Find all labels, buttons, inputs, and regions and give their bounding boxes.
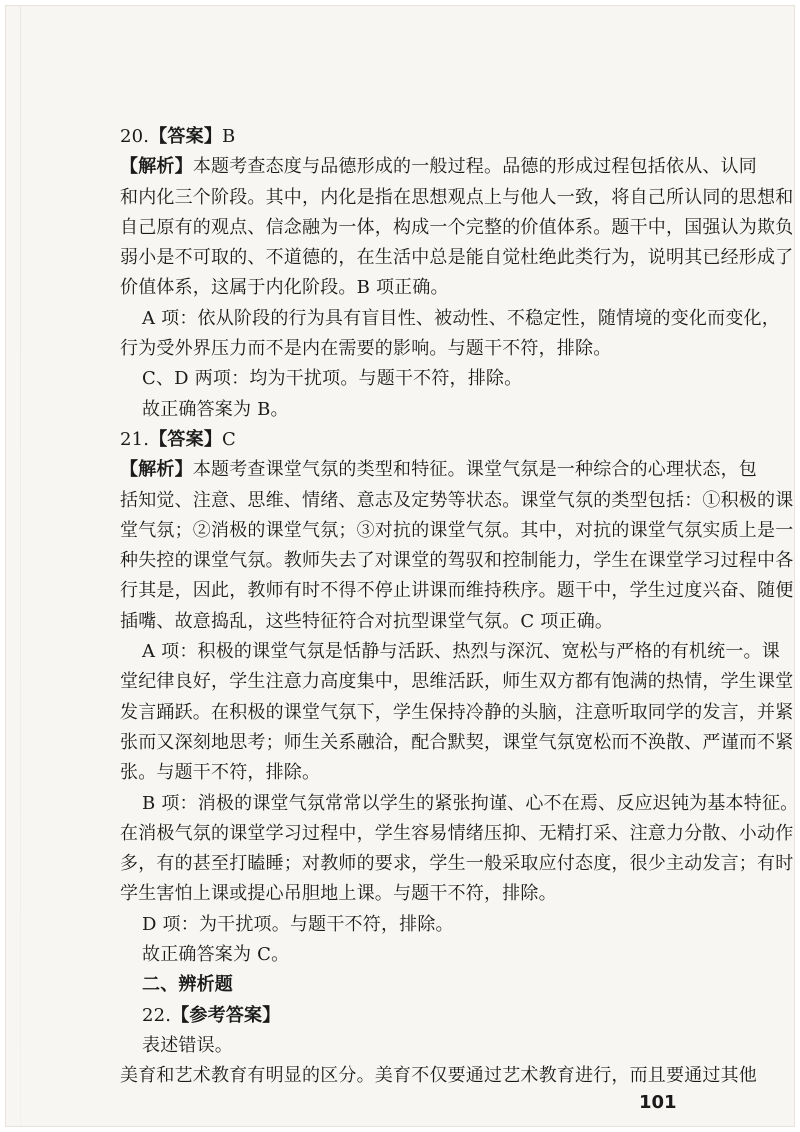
q20-analysis-label: 【解析】	[120, 156, 193, 178]
q21-analysis-line-2: 括知觉、注意、思维、情绪、意志及定势等状态。课堂气氛的类型包括：①积极的课	[120, 489, 794, 511]
q21-number: 21.	[120, 428, 150, 450]
q22-line-1: 表述错误。	[142, 1034, 233, 1056]
q21-option-b-line-1: B 项：消极的课堂气氛常常以学生的紧张拘谨、心不在焉、反应迟钝为基本特征。	[142, 792, 799, 814]
q22-number: 22.	[142, 1004, 172, 1026]
q21-answer-label: 【答案】	[149, 428, 223, 450]
q20-answer-line	[120, 122, 676, 152]
q21-option-b-line-4: 学生害怕上课或提心吊胆地上课。与题干不符，排除。	[120, 883, 557, 905]
q21-option-a-line-4: 张而又深刻地思考；师生关系融洽，配合默契，课堂气氛宽松而不涣散、严谨而不紧	[120, 731, 794, 753]
document-page	[6, 6, 799, 1126]
q20-analysis-line-1	[120, 152, 758, 182]
q20-conclusion: 故正确答案为 B。	[142, 398, 289, 420]
q20-analysis-line-2: 和内化三个阶段。其中，内化是指在思想观点上与他人一致，将自己所认同的思想和	[120, 186, 794, 208]
page-number: 101	[639, 1092, 677, 1113]
q20-answer-value: B	[222, 126, 236, 147]
q20-analysis-line-3: 自己原有的观点、信念融为一体，构成一个完整的价值体系。题干中，国强认为欺负	[120, 216, 794, 238]
q20-option-cd: C、D 两项：均为干扰项。与题干不符，排除。	[142, 368, 523, 390]
q22-line-2: 美育和艺术教育有明显的区分。美育不仅要通过艺术教育进行，而且要通过其他	[120, 1065, 757, 1087]
q21-analysis-text-1: 本题考查课堂气氛的类型和特征。课堂气氛是一种综合的心理状态，包	[192, 459, 758, 481]
q20-option-a-line-2: 行为受外界压力而不是内在需要的影响。与题干不符，排除。	[120, 338, 612, 360]
q21-conclusion: 故正确答案为 C。	[142, 944, 290, 966]
q21-option-a-line-1: A 项：积极的课堂气氛是恬静与活跃、热烈与深沉、宽松与严格的有机统一。课	[142, 641, 780, 663]
q21-answer-value: C	[222, 428, 237, 450]
q20-option-a-line-1: A 项：依从阶段的行为具有盲目性、被动性、不稳定性，随情境的变化而变化，	[142, 307, 780, 329]
q21-analysis-label: 【解析】	[120, 459, 193, 481]
q21-analysis-line-6: 插嘴、故意捣乱，这些特征符合对抗型课堂气氛。C 项正确。	[120, 610, 614, 632]
q21-option-b-line-2: 在消极气氛的课堂学习过程中，学生容易情绪压抑、无精打采、注意力分散、小动作	[120, 822, 794, 844]
q20-analysis-line-5: 价值体系，这属于内化阶段。B 项正确。	[120, 277, 449, 299]
q21-option-b-line-3: 多，有的甚至打瞌睡；对教师的要求，学生一般采取应付态度，很少主动发言；有时	[120, 853, 794, 875]
section-heading: 二、辨析题	[142, 974, 233, 996]
q21-option-d: D 项：为干扰项。与题干不符，排除。	[142, 913, 454, 935]
q20-analysis-text-1: 本题考查态度与品德形成的一般过程。品德的形成过程包括依从、认同	[192, 156, 758, 178]
page-content	[120, 122, 799, 1092]
q20-analysis-line-4: 弱小是不可取的、不道德的，在生活中总是能自觉杜绝此类行为，说明其已经形成了	[120, 247, 794, 269]
q21-analysis-line-4: 种失控的课堂气氛。教师失去了对课堂的驾驭和控制能力，学生在课堂学习过程中各	[120, 550, 794, 572]
q21-analysis-line-5: 行其是，因此，教师有时不得不停止讲课而维持秩序。题干中，学生过度兴奋、随便	[120, 580, 794, 602]
q21-analysis-line-1	[120, 455, 758, 485]
q21-option-a-line-2: 堂纪律良好，学生注意力高度集中，思维活跃，师生双方都有饱满的热情，学生课堂	[120, 671, 794, 693]
q21-analysis-line-3: 堂气氛；②消极的课堂气氛；③对抗的课堂气氛。其中，对抗的课堂气氛实质上是一	[120, 519, 794, 541]
q22-answer-label: 【参考答案】	[171, 1004, 281, 1026]
q20-number: 20.	[120, 126, 150, 147]
q21-option-a-line-3: 发言踊跃。在积极的课堂气氛下，学生保持冷静的头脑，注意听取同学的发言，并紧	[120, 701, 794, 723]
q21-answer-line	[120, 425, 676, 455]
q22-answer-line	[120, 1001, 676, 1031]
q21-option-a-line-5: 张。与题干不符，排除。	[120, 762, 321, 784]
q20-answer-label: 【答案】	[149, 126, 223, 147]
